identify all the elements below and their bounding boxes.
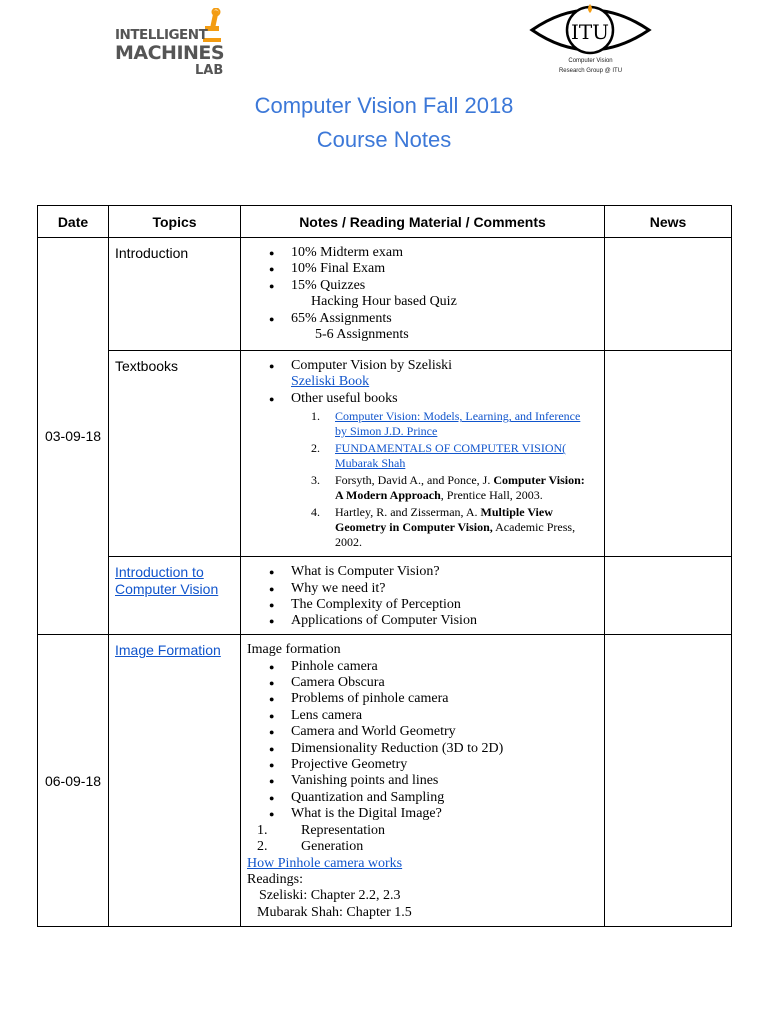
header-date: Date — [38, 206, 109, 238]
link-text: Computer Vision: Models, Learning, and Inference — [335, 409, 581, 424]
citation-text: , Prentice Hall, 2003. — [440, 488, 543, 503]
list-item: ● 10% Midterm exam — [291, 245, 600, 261]
pinhole-camera-link[interactable]: How Pinhole camera works — [247, 855, 403, 871]
list-item-text: Generation — [301, 839, 364, 855]
list-item: ● Other useful books — [291, 391, 600, 407]
table-row — [38, 557, 732, 635]
intelligent-machines-lab-logo — [115, 8, 230, 78]
list-item: ● Camera Obscura — [291, 675, 600, 691]
list-item: ● Dimensionality Reduction (3D to 2D) — [291, 741, 600, 757]
list-item: ● Pinhole camera — [291, 659, 600, 675]
list-item — [291, 358, 600, 391]
link-text: FUNDAMENTALS OF COMPUTER VISION( — [335, 441, 567, 456]
list-number: 1. — [257, 822, 268, 838]
eye-logo-icon — [528, 0, 653, 58]
section-heading: Image formation — [247, 642, 341, 658]
list-number: 3. — [311, 473, 320, 488]
list-item: ● 15% Quizzes — [291, 278, 600, 294]
topic-textbooks: Textbooks — [115, 358, 179, 374]
list-subitem: 5-6 Assignments — [315, 327, 409, 343]
list-item: ● Camera and World Geometry — [291, 724, 600, 740]
bullet-list — [247, 659, 600, 823]
citation-text: Academic Press, — [492, 520, 576, 535]
logo-line1: INTELLIGENT — [115, 27, 208, 43]
news-cell — [605, 557, 732, 635]
bullet-list — [247, 564, 600, 630]
itu-caption-1: Computer Vision — [568, 58, 613, 64]
topic-cell — [109, 635, 241, 927]
citation-title: A Modern Approach — [335, 488, 441, 503]
list-item: ● 10% Final Exam — [291, 261, 600, 277]
table-header-row — [38, 206, 732, 238]
header-topics: Topics — [109, 206, 241, 238]
news-cell — [605, 635, 732, 927]
image-formation-link[interactable]: Image Formation — [115, 642, 221, 659]
citation-text: Forsyth, David A., and Ponce, J. — [335, 473, 494, 488]
list-item — [311, 473, 600, 503]
bullet-list — [247, 245, 600, 294]
notes-cell — [241, 635, 605, 927]
readings-label: Readings: — [247, 871, 303, 887]
list-item: ● 65% Assignments — [291, 311, 600, 327]
list-number: 2. — [311, 441, 320, 456]
link-text: Computer Vision — [115, 581, 219, 598]
list-item: ● Why we need it? — [291, 581, 600, 597]
link-text: Mubarak Shah — [335, 456, 406, 471]
reading-item: Mubarak Shah: Chapter 1.5 — [257, 904, 412, 920]
list-item: ● The Complexity of Perception — [291, 597, 600, 613]
course-notes-table — [37, 205, 732, 927]
list-item: ● What is the Digital Image? — [291, 806, 600, 822]
list-item — [311, 409, 600, 439]
list-item — [311, 505, 600, 550]
list-item-text: Representation — [301, 822, 385, 838]
list-item: ● Vanishing points and lines — [291, 773, 600, 789]
itu-mark: ITU — [570, 20, 610, 44]
page-title: Computer Vision Fall 2018 — [254, 93, 514, 118]
list-item: ● What is Computer Vision? — [291, 564, 600, 580]
topic-cell — [109, 351, 241, 557]
reading-item: Szeliski: Chapter 2.2, 2.3 — [259, 888, 401, 904]
list-item — [311, 441, 600, 471]
notes-cell — [241, 557, 605, 635]
topic-introduction: Introduction — [115, 245, 189, 261]
table-row — [38, 635, 732, 927]
list-item: ● Projective Geometry — [291, 757, 600, 773]
list-item-text: Computer Vision by Szeliski — [291, 358, 453, 373]
szeliski-book-link[interactable]: Szeliski Book — [291, 374, 370, 390]
list-item — [257, 839, 600, 855]
topic-cell — [109, 557, 241, 635]
bullet-list — [247, 311, 600, 327]
list-number: 2. — [257, 839, 268, 855]
intro-to-cv-link[interactable] — [115, 564, 218, 597]
citation-text: Hartley, R. and Zisserman, A. — [335, 505, 481, 520]
date-cell: 06-09-18 — [38, 635, 109, 927]
table-row — [38, 238, 732, 351]
notes-cell — [241, 238, 605, 351]
list-item: ● Applications of Computer Vision — [291, 613, 600, 629]
logo-line3: LAB — [195, 63, 224, 78]
table-row — [38, 351, 732, 557]
list-item: ● Quantization and Sampling — [291, 790, 600, 806]
itu-cv-group-logo — [528, 0, 653, 80]
page-subtitle: Course Notes — [316, 127, 452, 152]
itu-caption-2: Research Group @ ITU — [558, 68, 623, 74]
list-item: ● Lens camera — [291, 708, 600, 724]
news-cell — [605, 351, 732, 557]
list-item — [257, 822, 600, 839]
link-text: by Simon J.D. Prince — [335, 424, 438, 439]
prince-book-link[interactable] — [335, 409, 580, 438]
news-cell — [605, 238, 732, 351]
book-list — [247, 409, 600, 550]
header-news: News — [605, 206, 732, 238]
list-number: 1. — [311, 409, 320, 424]
date-cell: 03-09-18 — [38, 238, 109, 635]
list-item: ● Problems of pinhole camera — [291, 691, 600, 707]
numbered-list — [247, 823, 600, 856]
shah-book-link[interactable] — [335, 441, 566, 470]
list-subitem: Hacking Hour based Quiz — [311, 294, 457, 310]
citation-title: Geometry in Computer Vision, — [335, 520, 493, 535]
notes-cell — [241, 351, 605, 557]
topic-cell — [109, 238, 241, 351]
header-notes: Notes / Reading Material / Comments — [241, 206, 605, 238]
logo-line2: MACHINES — [115, 42, 225, 64]
bullet-list — [247, 358, 600, 407]
link-text: Introduction to — [115, 564, 204, 581]
citation-title: Computer Vision: — [493, 473, 585, 488]
list-number: 4. — [311, 505, 320, 520]
citation-title: Multiple View — [480, 505, 553, 520]
citation-text: 2002. — [335, 535, 362, 550]
